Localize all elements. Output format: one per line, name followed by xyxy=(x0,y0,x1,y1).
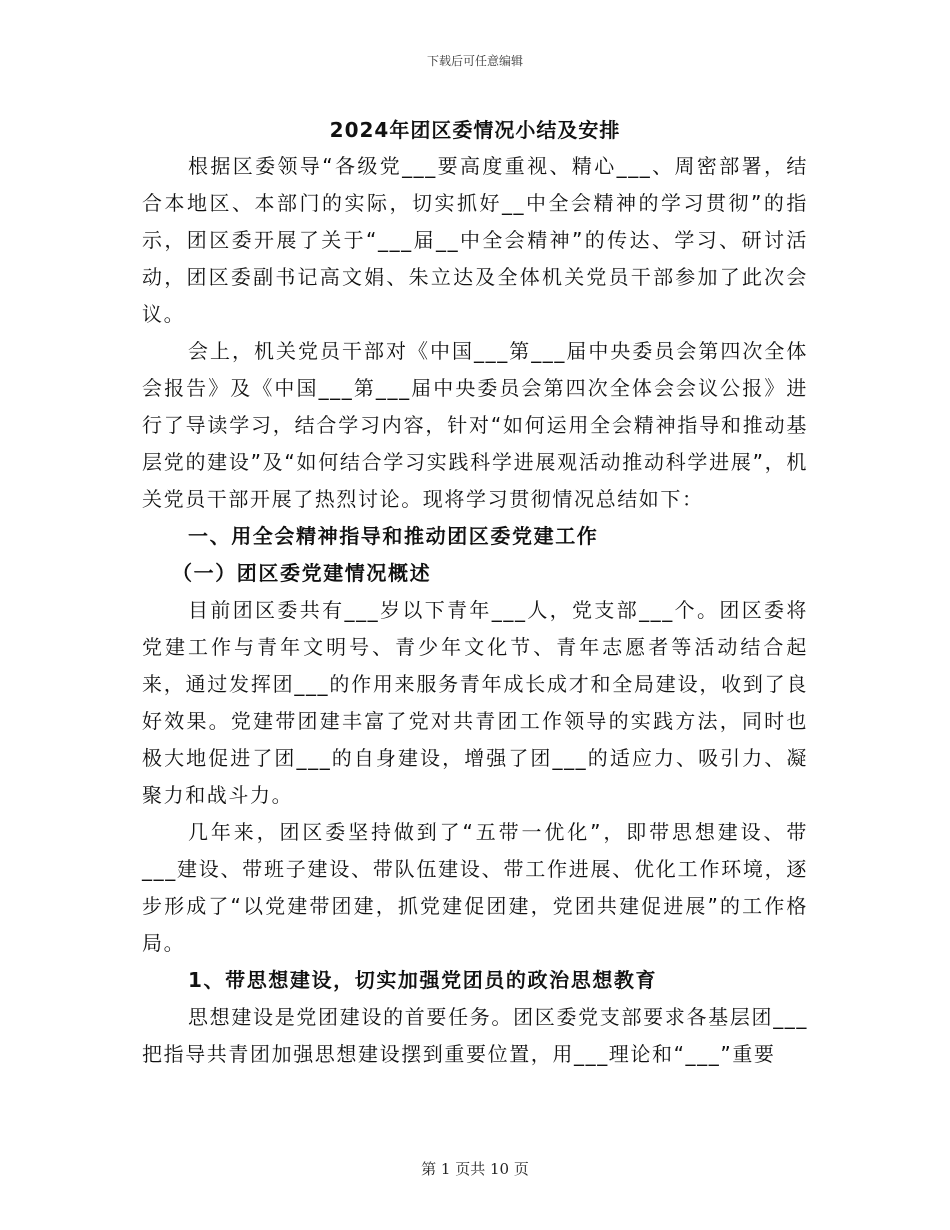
paragraph: 几年来，团区委坚持做到了“五带一优化”，即带思想建设、带___建设、带班子建设、带队伍建设、带工作进展、优化工作环境，逐步形成了“以党建带团建，抓党建促团建，党团共建促进展”的工作格局。 xyxy=(142,820,808,955)
header-note: 下载后可任意编辑 xyxy=(426,54,523,68)
document-body xyxy=(142,148,808,1073)
numbered-heading: 1、带思想建设，切实加强党团员的政治思想教育 xyxy=(188,968,658,992)
subsection-heading: （一）团区委党建情况概述 xyxy=(172,561,432,585)
paragraph: 目前团区委共有___岁以下青年___人，党支部___个。团区委将党建工作与青年文明号、青少年文化节、青年志愿者等活动结合起来，通过发挥团___的作用来服务青年成长成才和全局建设，收到了良好效果。党建带团建丰富了党对共青团工作领导的实践方法，同时也极大地促进了团___的自身建设，增强了团___的适应力、吸引力、凝聚力和战斗力。 xyxy=(142,598,808,807)
page-number: 第 1 页共 10 页 xyxy=(421,1160,529,1178)
paragraph: 思想建设是党团建设的首要任务。团区委党支部要求各基层团___把指导共青团加强思想建设摆到重要位置，用___理论和“___”重要 xyxy=(142,1005,808,1066)
paragraph: 会上，机关党员干部对《中国___第___届中央委员会第四次全体会报告》及《中国___第___届中央委员会第四次全体会会议公报》进行了导读学习，结合学习内容，针对“如何运用全会精神指导和推动基层党的建设”及“如何结合学习实践科学进展观活动推动科学进展”，机关党员干部开展了热烈讨论。现将学习贯彻情况总结如下： xyxy=(142,339,808,511)
section-heading: 一、用全会精神指导和推动团区委党建工作 xyxy=(188,524,599,548)
paragraph: 根据区委领导“各级党___要高度重视、精心___、周密部署，结合本地区、本部门的实际，切实抓好__中全会精神的学习贯彻”的指示，团区委开展了关于“___届__中全会精神”的传达、学习、研讨活动，团区委副书记高文娟、朱立达及全体机关党员干部参加了此次会议。 xyxy=(142,154,808,326)
document-title: 2024年团区委情况小结及安排 xyxy=(329,118,621,142)
